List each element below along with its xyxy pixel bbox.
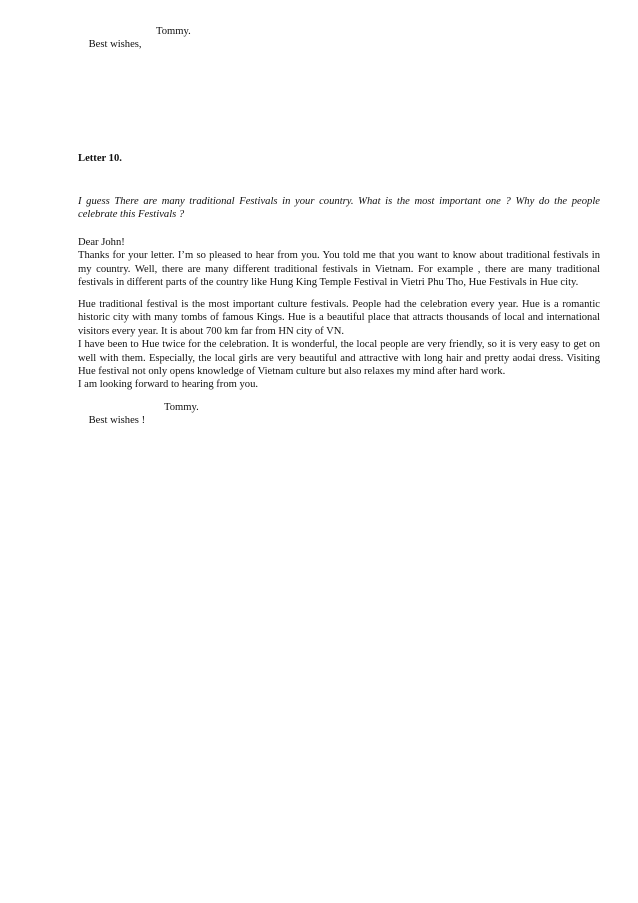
letter-salutation: Dear John! [78, 237, 125, 248]
top-signoff-name: Tommy. [156, 26, 191, 37]
top-signoff-closing: Best wishes, [88, 39, 142, 50]
letter-closing-line: I am looking forward to hearing from you. [78, 379, 259, 391]
letter-body-main [78, 298, 600, 392]
letter-prompt: I guess There are many traditional Festivals in your country. What is the most important one ? Why do the people celebrate this Festivals ? [78, 196, 600, 221]
bottom-signoff-closing: Best wishes ! [88, 415, 146, 426]
letter-heading: Letter 10. [78, 153, 122, 164]
letter-paragraph-3: I have been to Hue twice for the celebration. It is wonderful, the local people are very friendly, so it is very easy to get on well with them. Especially, the local girls are very beautiful and attractive with long hair and pretty aodai dress. Visiting Hue festival not only opens knowledge of Vietnam culture but also relaxes my mind after hard work. [78, 339, 600, 378]
letter-paragraph-1: Thanks for your letter. I’m so pleased to hear from you. You told me that you want to know about traditional festivals in my country. Well, there are many different traditional festivals in Vietnam. For example , there are many traditional festivals in different parts of the country like Hung King Temple Festival in Vietri Phu Tho, Hue Festivals in Hue city. [78, 250, 600, 289]
bottom-signoff-name: Tommy. [164, 402, 199, 413]
letter-body-intro [78, 236, 600, 290]
bottom-signoff [78, 401, 199, 453]
top-signoff [78, 25, 191, 77]
letter-paragraph-2: Hue traditional festival is the most important culture festivals. People had the celebration every year. Hue is a romantic historic city with many tombs of famous Kings. Hue is a beautiful place that attracts thousands of local and international visitors every year. It is about 700 km far from HN city of VN. [78, 299, 600, 337]
